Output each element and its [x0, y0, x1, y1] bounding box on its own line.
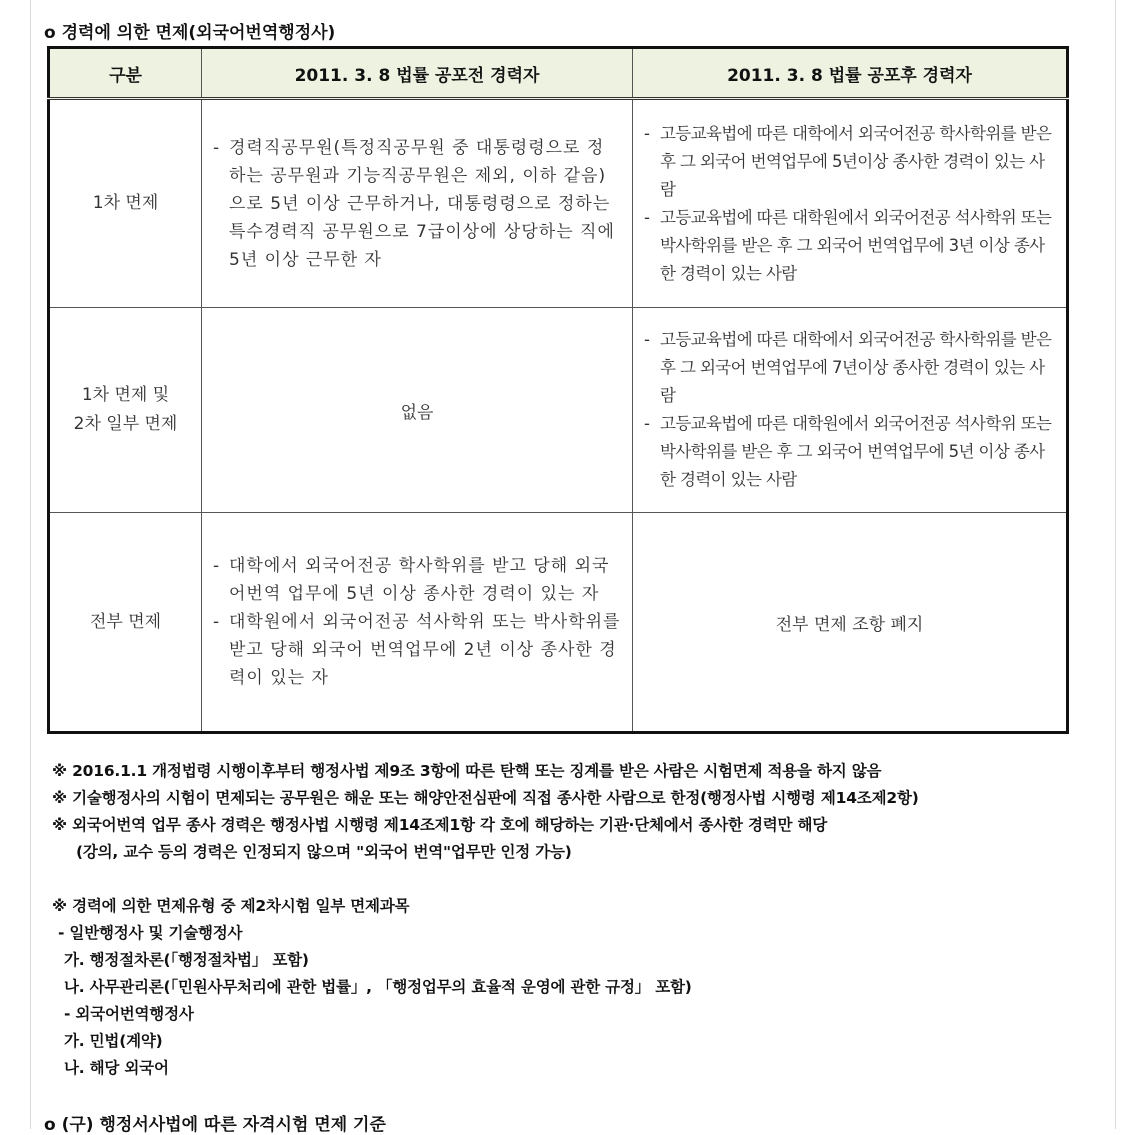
row-label-partial-exempt: 1차 면제 및 2차 일부 면제 — [49, 308, 202, 513]
table-header-row — [49, 48, 1068, 99]
section-title: o 경력에 의한 면제(외국어번역행정사) — [44, 23, 336, 43]
list-item: - 고등교육법에 따른 대학원에서 외국어전공 석사학위 또는 박사학위를 받은 후 그 외국어 번역업무에 5년 이상 종사한 경력이 있는 사람 — [644, 410, 1055, 494]
cell-after — [633, 99, 1068, 308]
list-item: - 고등교육법에 따른 대학에서 외국어전공 학사학위를 받은 후 그 외국어 번역업무에 5년이상 종사한 경력이 있는 사람 — [644, 120, 1055, 204]
note-impeachment: ※ 2016.1.1 개정법령 시행이후부터 행정사법 제9조 3항에 따른 탄핵 또는 징계를 받은 사람은 시험면제 적용을 하지 않음 — [52, 762, 882, 780]
item-list — [203, 552, 631, 692]
list-item: - 경력직공무원(특정직공무원 중 대통령령으로 정하는 공무원과 기능직공무원은 제외, 이하 같음) 으로 5년 이상 근무하거나, 대통령령으로 정하는 특수경력직 공무원으로 7급이상에 상당하는 직에 5년 이상 근무한 자 — [213, 134, 621, 274]
table-row — [49, 308, 1068, 513]
header-before-2011: 2011. 3. 8 법률 공포전 경력자 — [202, 48, 633, 99]
item-list — [203, 134, 631, 274]
subjects-group-general: - 일반행정사 및 기술행정사 — [58, 924, 243, 942]
exemption-table — [47, 46, 1069, 734]
header-after-2011: 2011. 3. 8 법률 공포후 경력자 — [633, 48, 1068, 99]
page-edge-left — [30, 0, 31, 1129]
item-list — [634, 120, 1065, 288]
list-item: - 대학원에서 외국어전공 석사학위 또는 박사학위를 받고 당해 외국어 번역업무에 2년 이상 종사한 경력이 있는 자 — [213, 608, 621, 692]
notes-block — [52, 758, 1112, 1082]
cell-after-abolished: 전부 면제 조항 폐지 — [633, 513, 1068, 733]
row-label-first-exempt: 1차 면제 — [49, 99, 202, 308]
cell-after — [633, 308, 1068, 513]
subjects-item: 가. 민법(계약) — [64, 1032, 163, 1050]
subjects-item: 나. 사무관리론(「민원사무처리에 관한 법률」, 「행정업무의 효율적 운영에 관한 규정」 포함) — [64, 978, 692, 996]
next-section-title: o (구) 행정서사법에 따른 자격시험 면제 기준 — [44, 1115, 386, 1135]
row-label-full-exempt: 전부 면제 — [49, 513, 202, 733]
list-item: - 고등교육법에 따른 대학원에서 외국어전공 석사학위 또는 박사학위를 받은 후 그 외국어 번역업무에 3년 이상 종사한 경력이 있는 사람 — [644, 204, 1055, 288]
cell-before — [202, 99, 633, 308]
subjects-item: 가. 행정절차론(「행정절차법」 포함) — [64, 951, 309, 969]
note-technical: ※ 기술행정사의 시험이 면제되는 공무원은 해운 또는 해양안전심판에 직접 종사한 사람으로 한정(행정사법 시행령 제14조제2항) — [52, 789, 919, 807]
cell-before-none: 없음 — [202, 308, 633, 513]
subjects-group-translation: - 외국어번역행정사 — [64, 1005, 194, 1023]
page-edge-right — [1115, 0, 1116, 1129]
table-row — [49, 513, 1068, 733]
note-translation-detail: (강의, 교수 등의 경력은 인정되지 않으며 "외국어 번역"업무만 인정 가능) — [76, 843, 572, 861]
item-list — [634, 326, 1065, 494]
note-translation: ※ 외국어번역 업무 종사 경력은 행정사법 시행령 제14조제1항 각 호에 해당하는 기관·단체에서 종사한 경력만 해당 — [52, 816, 828, 834]
subjects-item: 나. 해당 외국어 — [64, 1059, 169, 1077]
header-category: 구분 — [49, 48, 202, 99]
list-item: - 고등교육법에 따른 대학에서 외국어전공 학사학위를 받은 후 그 외국어 번역업무에 7년이상 종사한 경력이 있는 사람 — [644, 326, 1055, 410]
list-item: - 대학에서 외국어전공 학사학위를 받고 당해 외국어번역 업무에 5년 이상 종사한 경력이 있는 자 — [213, 552, 621, 608]
table-row — [49, 99, 1068, 308]
cell-before — [202, 513, 633, 733]
subjects-title: ※ 경력에 의한 면제유형 중 제2차시험 일부 면제과목 — [52, 897, 410, 915]
